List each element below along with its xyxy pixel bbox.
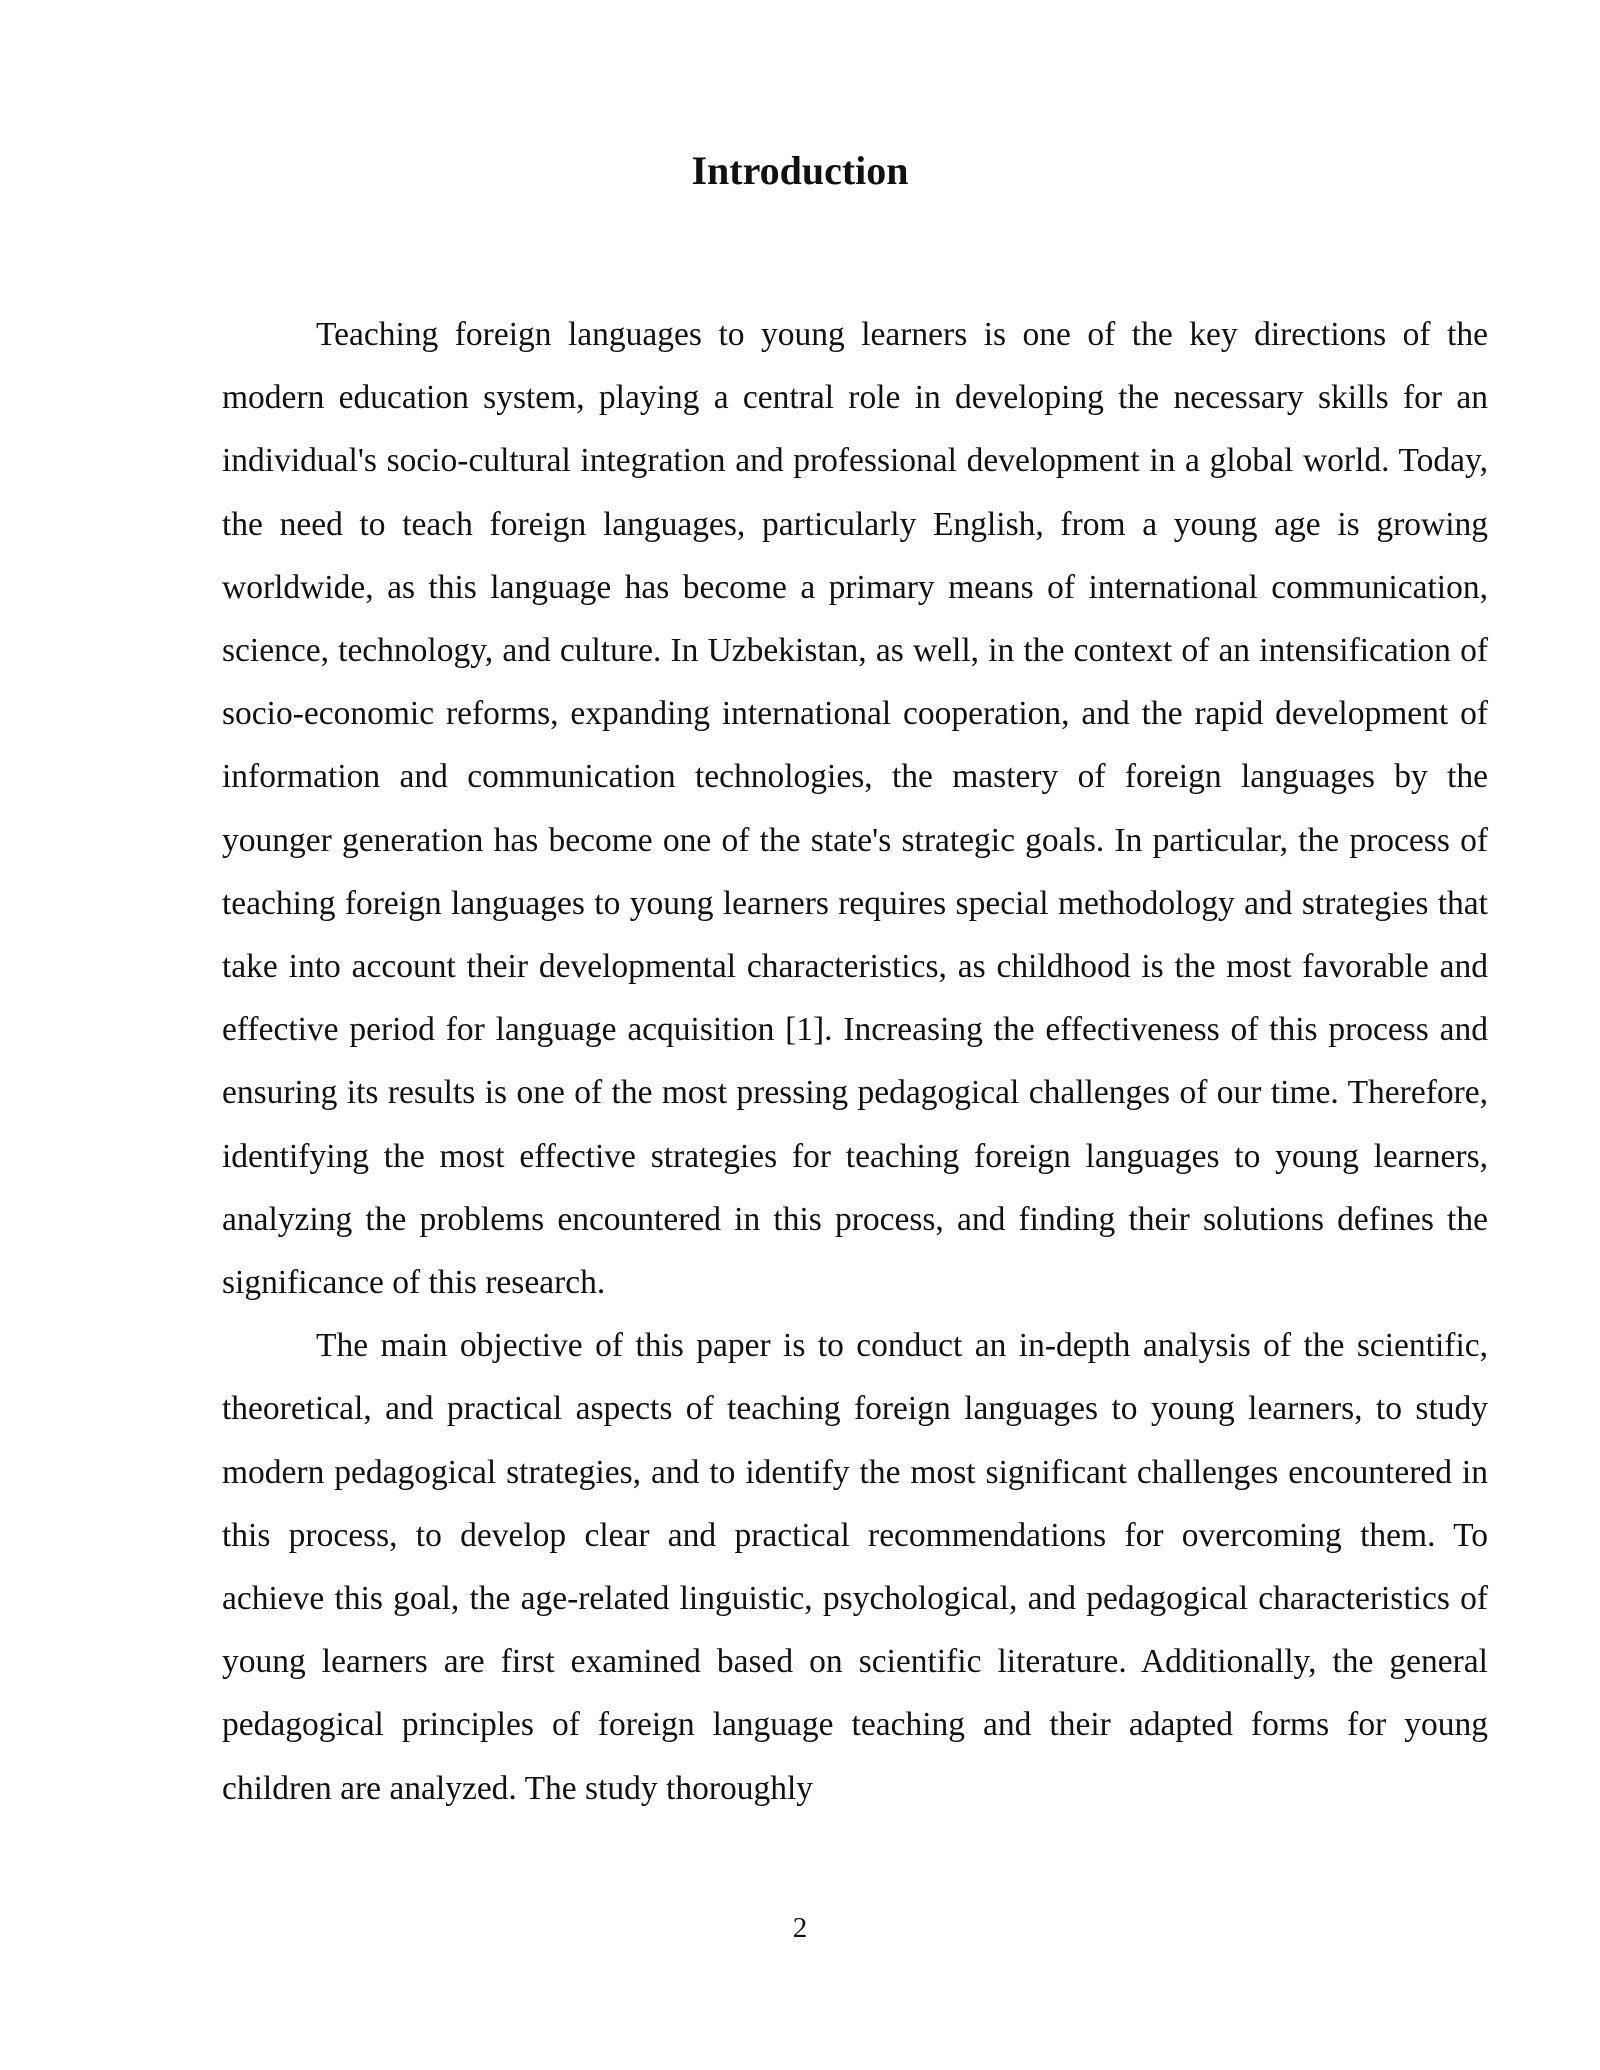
paragraph-2: The main objective of this paper is to conduct an in-depth analysis of the scientific, theoretical, and practical aspects of teaching foreign languages to young learners, to study modern pedagogical strategies, and to identify the most significant challenges encountered in this process, to develop clear and practical recommendations for overcoming them. To achieve this goal, the age-related linguistic, psychological, and pedagogical characteristics of young learners are first examined based on scientific literature. Additionally, the general pedagogical principles of foreign language teaching and their adapted forms for young children are analyzed. The study thoroughly bbox=[222, 1327, 1488, 1807]
page-number: 2 bbox=[792, 1912, 808, 1944]
document-body bbox=[222, 303, 1488, 1820]
page-title: Introduction bbox=[691, 148, 909, 193]
paragraph-1: Teaching foreign languages to young learners is one of the key directions of the modern education system, playing a central role in developing the necessary skills for an individual's socio-cultural integration and professional development in a global world. Today, the need to teach foreign languages, particularly English, from a young age is growing worldwide, as this language has become a primary means of international communication, science, technology, and culture. In Uzbekistan, as well, in the context of an intensification of socio-economic reforms, expanding international cooperation, and the rapid development of information and communication technologies, the mastery of foreign languages by the younger generation has become one of the state's strategic goals. In particular, the process of teaching foreign languages to young learners requires special methodology and strategies that take into account their developmental characteristics, as childhood is the most favorable and effective period for language acquisition [1]. Increasing the effectiveness of this process and ensuring its results is one of the most pressing pedagogical challenges of our time. Therefore, identifying the most effective strategies for teaching foreign languages to young learners, analyzing the problems encountered in this process, and finding their solutions defines the significance of this research. bbox=[222, 316, 1488, 1302]
